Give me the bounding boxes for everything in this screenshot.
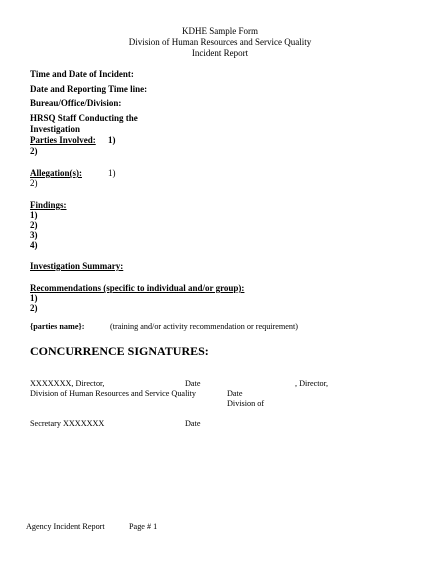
division-of-label: Division of (227, 399, 265, 408)
findings-label: Findings: (30, 200, 67, 210)
time-date-label: Time and Date of Incident: (30, 69, 134, 79)
parties-item: 1) (108, 135, 116, 145)
parties-involved-label: Parties Involved: (30, 135, 96, 145)
allegation-item: 2) (30, 178, 38, 188)
finding-item: 3) (30, 230, 38, 240)
footer-page-number: Page # 1 (129, 522, 158, 531)
parties-name-label: {parties name}: (30, 322, 85, 331)
allegation-item: 1) (108, 168, 116, 178)
secretary-name: Secretary XXXXXXX (30, 419, 105, 428)
finding-item: 1) (30, 210, 38, 220)
recommendation-item: 2) (30, 303, 38, 313)
footer-report-name: Agency Incident Report (26, 522, 105, 531)
director-division: Division of Human Resources and Service Quality (30, 389, 196, 398)
recommendations-label: Recommendations (specific to individual and/or group): (30, 283, 245, 293)
bureau-label: Bureau/Office/Division: (30, 98, 122, 108)
recommendation-item: 1) (30, 293, 38, 303)
date-label: Date (185, 419, 201, 428)
finding-item: 4) (30, 240, 38, 250)
report-title: Incident Report (191, 48, 249, 58)
director-2: , Director, (295, 379, 329, 388)
concurrence-heading: CONCURRENCE SIGNATURES: (30, 344, 209, 358)
reporting-time-label: Date and Reporting Time line: (30, 84, 148, 94)
parties-item: 2) (30, 146, 38, 156)
parties-name-text: (training and/or activity recommendation or requirement) (110, 322, 299, 331)
date-label: Date (185, 379, 201, 388)
investigation-summary-label: Investigation Summary: (30, 261, 124, 271)
date-label: Date (227, 389, 243, 398)
director-name: XXXXXXX, Director, (30, 379, 105, 388)
finding-item: 2) (30, 220, 38, 230)
allegations-label: Allegation(s): (30, 168, 82, 178)
hrsq-staff-label-2: Investigation (30, 124, 81, 134)
hrsq-staff-label: HRSQ Staff Conducting the (30, 113, 138, 123)
form-title: KDHE Sample Form (182, 26, 258, 36)
division-title: Division of Human Resources and Service Quality (128, 37, 312, 47)
